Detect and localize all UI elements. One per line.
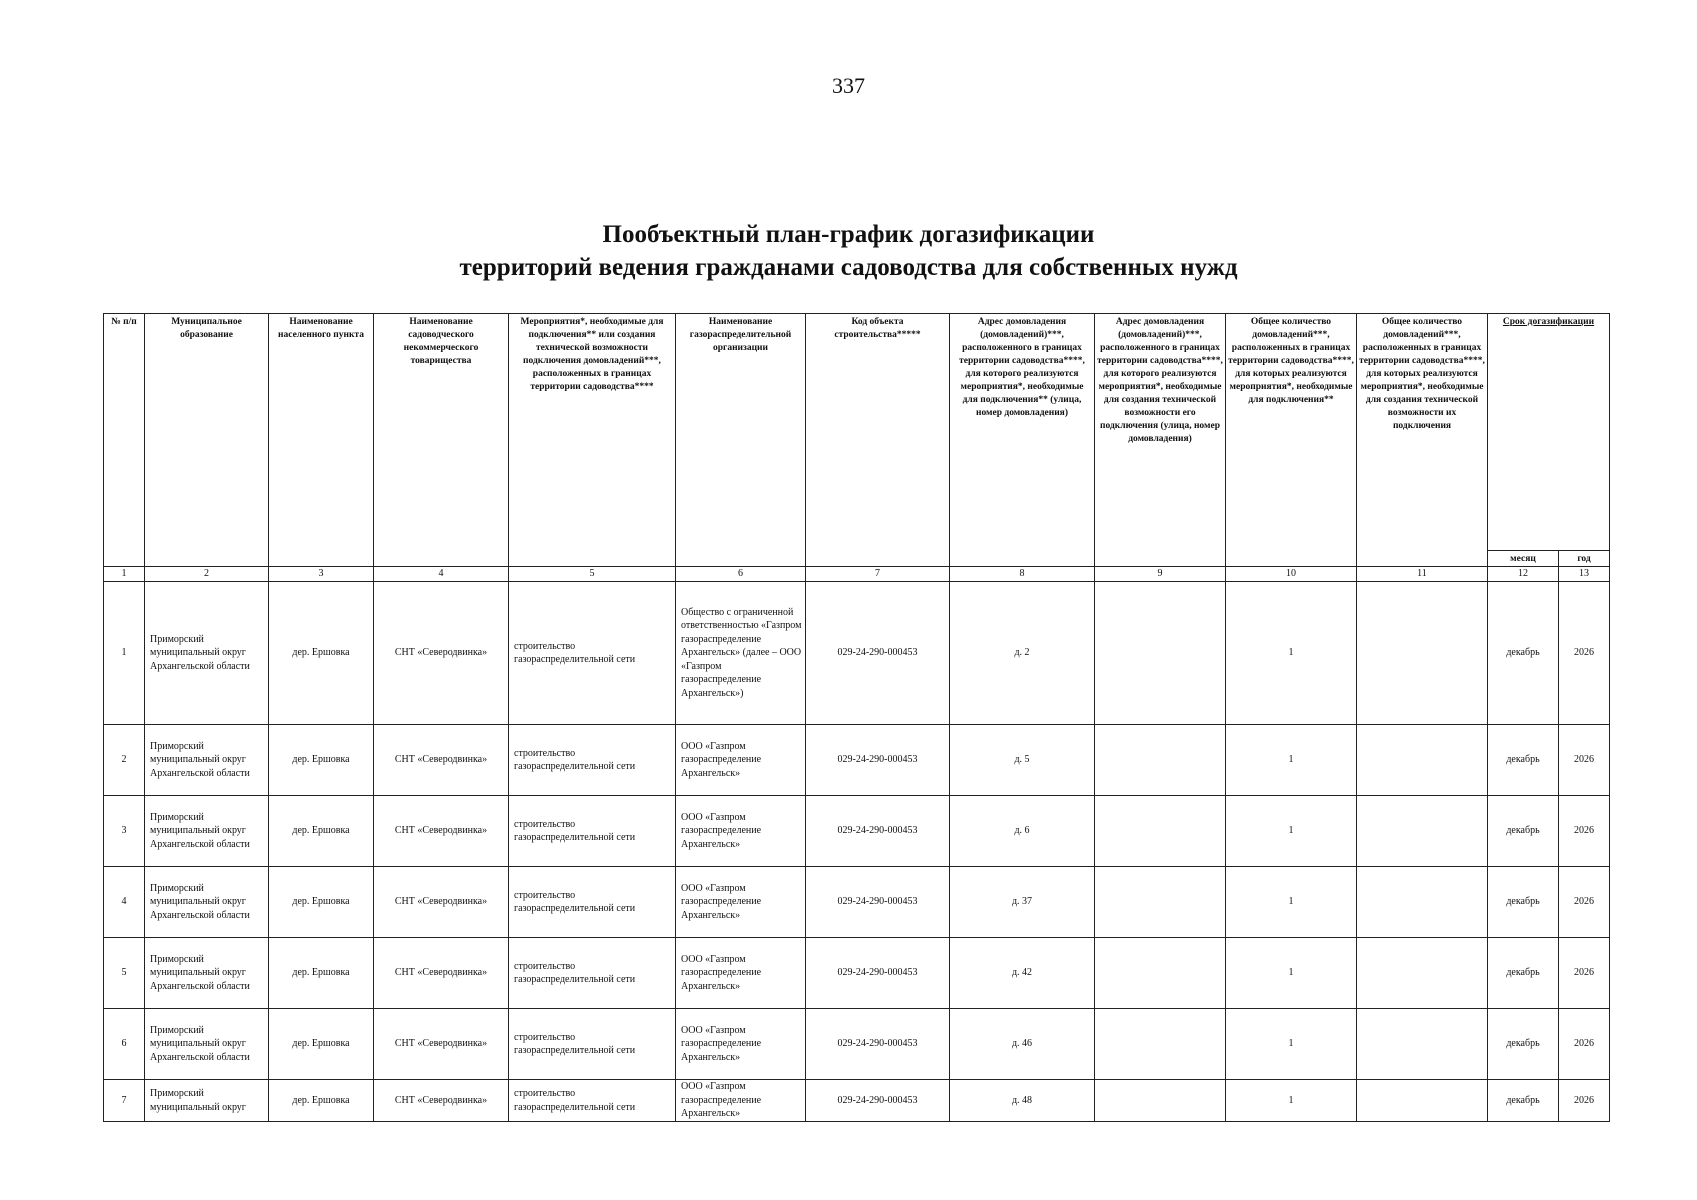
cell-address-technical (1095, 582, 1226, 725)
cell-event: строительство газораспределительной сети (509, 796, 676, 867)
cell-object-code: 029-24-290-000453 (806, 1009, 950, 1080)
cell-number: 2 (104, 725, 145, 796)
cell-municipality: Приморский муниципальный округ Архангельской области (145, 867, 269, 938)
cell-municipality: Приморский муниципальный округ (145, 1080, 269, 1122)
title-line-1: Пообъектный план-график догазификации (602, 221, 1095, 248)
cell-address-technical (1095, 938, 1226, 1009)
column-number: 6 (676, 567, 806, 582)
cell-event: строительство газораспределительной сети (509, 867, 676, 938)
cell-number: 3 (104, 796, 145, 867)
cell-object-code: 029-24-290-000453 (806, 582, 950, 725)
header-year: год (1559, 551, 1610, 567)
cell-count-technical (1357, 796, 1488, 867)
cell-address-technical (1095, 1009, 1226, 1080)
table-row (104, 582, 1610, 725)
cell-number: 1 (104, 582, 145, 725)
cell-count-connection: 1 (1226, 938, 1357, 1009)
cell-month: декабрь (1488, 796, 1559, 867)
table-body (104, 582, 1610, 1122)
cell-year: 2026 (1559, 582, 1610, 725)
cell-count-technical (1357, 867, 1488, 938)
cell-year: 2026 (1559, 867, 1610, 938)
header-count-connection: Общее количество домовладений***, расположенных в границах территории садоводства****, для которых реализуются мероприятия*, необходимые для подключения** (1226, 314, 1357, 567)
column-number: 3 (269, 567, 374, 582)
cell-year: 2026 (1559, 938, 1610, 1009)
cell-object-code: 029-24-290-000453 (806, 1080, 950, 1122)
column-number: 5 (509, 567, 676, 582)
table-row (104, 867, 1610, 938)
cell-gas-organization: ООО «Газпром газораспределение Архангельск» (676, 1080, 806, 1122)
cell-gas-organization: ООО «Газпром газораспределение Архангельск» (676, 796, 806, 867)
cell-count-technical (1357, 1080, 1488, 1122)
cell-address-connection: д. 37 (950, 867, 1095, 938)
header-deadline (1488, 314, 1610, 551)
cell-year: 2026 (1559, 1080, 1610, 1122)
header-settlement: Наименование населенного пункта (269, 314, 374, 567)
cell-object-code: 029-24-290-000453 (806, 867, 950, 938)
cell-number: 4 (104, 867, 145, 938)
cell-count-technical (1357, 725, 1488, 796)
cell-event: строительство газораспределительной сети (509, 582, 676, 725)
cell-gas-organization: Общество с ограниченной ответственностью «Газпром газораспределение Архангельск» (далее – ООО «Газпром газораспределение Архангельск») (676, 582, 806, 725)
column-number: 7 (806, 567, 950, 582)
cell-address-connection: д. 6 (950, 796, 1095, 867)
cell-partnership: СНТ «Северодвинка» (374, 725, 509, 796)
cell-municipality: Приморский муниципальный округ Архангельской области (145, 1009, 269, 1080)
cell-count-connection: 1 (1226, 867, 1357, 938)
cell-municipality: Приморский муниципальный округ Архангельской области (145, 582, 269, 725)
cell-gas-organization: ООО «Газпром газораспределение Архангельск» (676, 867, 806, 938)
cell-number: 7 (104, 1080, 145, 1122)
table-row (104, 796, 1610, 867)
cell-month: декабрь (1488, 582, 1559, 725)
cell-count-connection: 1 (1226, 1009, 1357, 1080)
cell-settlement: дер. Ершовка (269, 1009, 374, 1080)
cell-municipality: Приморский муниципальный округ Архангельской области (145, 938, 269, 1009)
cell-object-code: 029-24-290-000453 (806, 725, 950, 796)
cell-partnership: СНТ «Северодвинка» (374, 938, 509, 1009)
cell-number: 6 (104, 1009, 145, 1080)
cell-event: строительство газораспределительной сети (509, 725, 676, 796)
column-number: 8 (950, 567, 1095, 582)
cell-partnership: СНТ «Северодвинка» (374, 867, 509, 938)
cell-address-technical (1095, 796, 1226, 867)
cell-year: 2026 (1559, 796, 1610, 867)
cell-gas-organization: ООО «Газпром газораспределение Архангельск» (676, 1009, 806, 1080)
cell-address-technical (1095, 725, 1226, 796)
cell-settlement: дер. Ершовка (269, 867, 374, 938)
column-numbers-row (104, 567, 1610, 582)
cell-address-connection: д. 42 (950, 938, 1095, 1009)
cell-gas-organization: ООО «Газпром газораспределение Архангельск» (676, 725, 806, 796)
cell-address-connection: д. 46 (950, 1009, 1095, 1080)
cell-settlement: дер. Ершовка (269, 938, 374, 1009)
cell-settlement: дер. Ершовка (269, 725, 374, 796)
cell-count-connection: 1 (1226, 582, 1357, 725)
cell-settlement: дер. Ершовка (269, 1080, 374, 1122)
cell-settlement: дер. Ершовка (269, 796, 374, 867)
cell-count-technical (1357, 1009, 1488, 1080)
cell-month: декабрь (1488, 867, 1559, 938)
header-number: № п/п (104, 314, 145, 567)
document-title (0, 218, 1697, 284)
cell-municipality: Приморский муниципальный округ Архангельской области (145, 796, 269, 867)
cell-partnership: СНТ «Северодвинка» (374, 582, 509, 725)
column-number: 1 (104, 567, 145, 582)
cell-object-code: 029-24-290-000453 (806, 796, 950, 867)
column-number: 10 (1226, 567, 1357, 582)
cell-month: декабрь (1488, 1080, 1559, 1122)
gasification-schedule-table (103, 313, 1610, 1122)
table-row (104, 1080, 1610, 1122)
title-line-2: территорий ведения гражданами садоводства для собственных нужд (459, 254, 1238, 281)
cell-address-connection: д. 2 (950, 582, 1095, 725)
cell-event: строительство газораспределительной сети (509, 938, 676, 1009)
cell-month: декабрь (1488, 1009, 1559, 1080)
cell-count-technical (1357, 938, 1488, 1009)
column-number: 13 (1559, 567, 1610, 582)
cell-count-connection: 1 (1226, 725, 1357, 796)
header-gas-organization: Наименование газораспределительной организации (676, 314, 806, 567)
cell-address-technical (1095, 867, 1226, 938)
page-number: 337 (832, 73, 865, 98)
cell-count-connection: 1 (1226, 1080, 1357, 1122)
header-count-technical: Общее количество домовладений***, расположенных в границах территории садоводства****, для которых реализуются мероприятия*, необходимые для создания технической возможности их подключения (1357, 314, 1488, 567)
cell-partnership: СНТ «Северодвинка» (374, 796, 509, 867)
cell-month: декабрь (1488, 725, 1559, 796)
table-row (104, 938, 1610, 1009)
header-municipality: Муниципальное образование (145, 314, 269, 567)
column-number: 12 (1488, 567, 1559, 582)
cell-partnership: СНТ «Северодвинка» (374, 1009, 509, 1080)
header-partnership: Наименование садоводческого некоммерческого товарищества (374, 314, 509, 567)
header-address-connection: Адрес домовладения (домовладений)***, расположенного в границах территории садоводства****, для которого реализуются мероприятия*, необходимые для подключения** (улица, номер домовладения) (950, 314, 1095, 567)
table-row (104, 725, 1610, 796)
table-header (104, 314, 1610, 582)
column-number: 4 (374, 567, 509, 582)
cell-count-connection: 1 (1226, 796, 1357, 867)
cell-settlement: дер. Ершовка (269, 582, 374, 725)
column-number: 9 (1095, 567, 1226, 582)
column-number: 2 (145, 567, 269, 582)
table-row (104, 1009, 1610, 1080)
cell-year: 2026 (1559, 725, 1610, 796)
cell-count-technical (1357, 582, 1488, 725)
cell-gas-organization: ООО «Газпром газораспределение Архангельск» (676, 938, 806, 1009)
header-month: месяц (1488, 551, 1559, 567)
cell-event: строительство газораспределительной сети (509, 1080, 676, 1122)
column-number: 11 (1357, 567, 1488, 582)
cell-address-connection: д. 5 (950, 725, 1095, 796)
header-object-code: Код объекта строительства***** (806, 314, 950, 567)
cell-address-connection: д. 48 (950, 1080, 1095, 1122)
header-address-technical: Адрес домовладения (домовладений)***, расположенного в границах территории садоводства****, для которого реализуются мероприятия*, необходимые для создания технической возможности его подключения (улица, номер домовладения) (1095, 314, 1226, 567)
cell-municipality: Приморский муниципальный округ Архангельской области (145, 725, 269, 796)
cell-number: 5 (104, 938, 145, 1009)
cell-event: строительство газораспределительной сети (509, 1009, 676, 1080)
cell-object-code: 029-24-290-000453 (806, 938, 950, 1009)
cell-address-technical (1095, 1080, 1226, 1122)
cell-month: декабрь (1488, 938, 1559, 1009)
header-events: Мероприятия*, необходимые для подключения** или создания технической возможности подключения домовладений***, расположенных в границах территории садоводства**** (509, 314, 676, 567)
cell-partnership: СНТ «Северодвинка» (374, 1080, 509, 1122)
cell-year: 2026 (1559, 1009, 1610, 1080)
header-deadline-label: Срок догазификации (1502, 317, 1595, 327)
